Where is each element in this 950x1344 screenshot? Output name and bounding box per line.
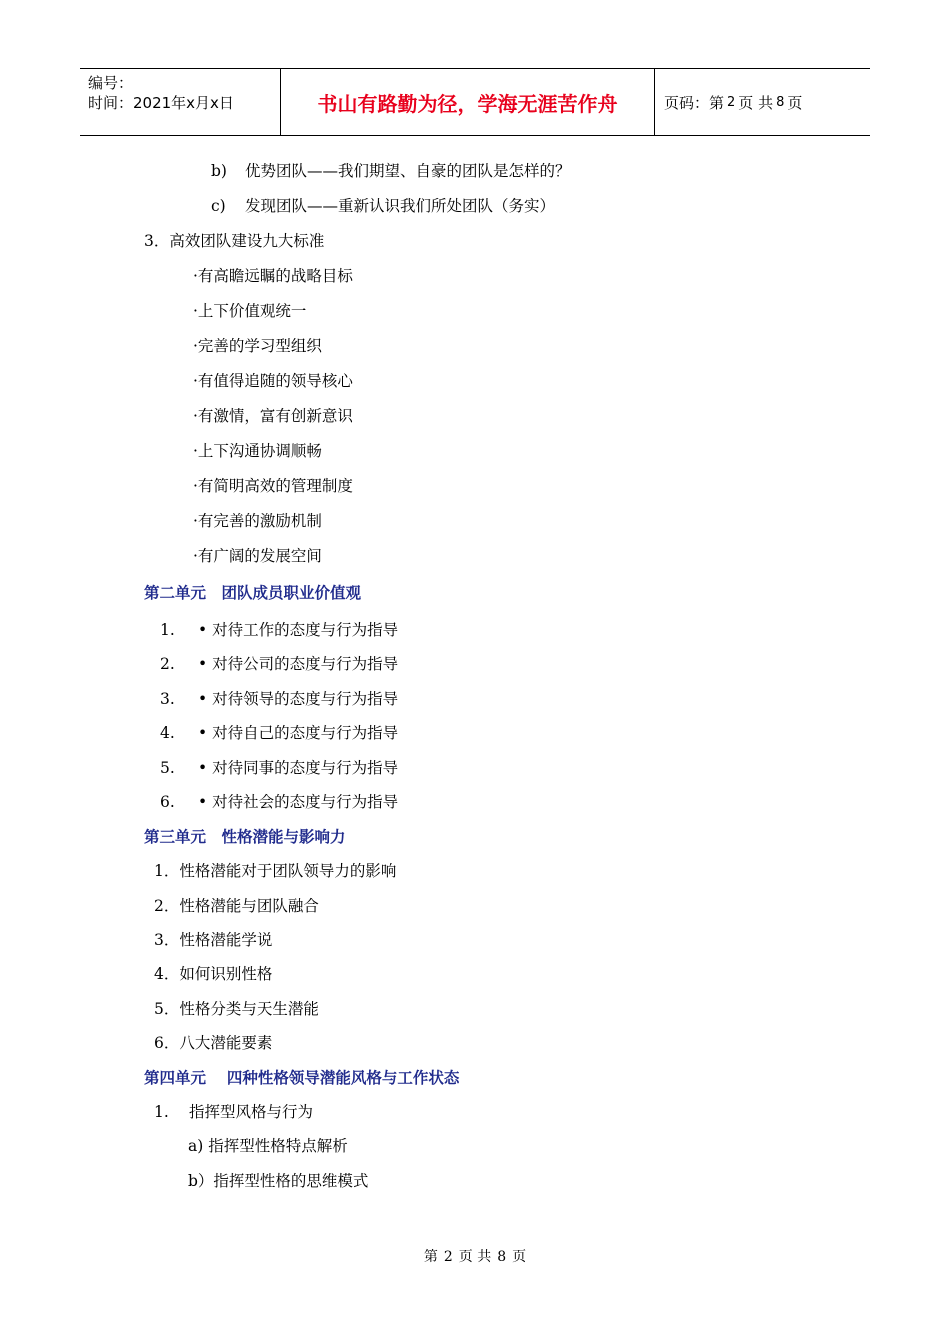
page-current: 2 [727,94,736,110]
standard-item: ·有激情，富有创新意识 [193,407,353,425]
list-item-3: 3．高效团队建设九大标准 [144,232,325,250]
list-number: 4. [160,724,175,742]
footer-current: 2 [443,1249,453,1265]
footer-mid: 页 共 [458,1249,492,1265]
page-mid: 页 共 [738,93,774,112]
unit4-sub-item-a: a) 指挥型性格特点解析 [188,1137,348,1155]
unit2-item [160,723,398,743]
unit3-item: 6．八大潜能要素 [154,1034,273,1052]
standard-item: ·有广阔的发展空间 [193,547,322,565]
list-number: 1. [160,621,175,639]
list-item-text: • 对待社会的态度与行为指导 [198,793,399,811]
time-label: 时间：2021年x月x日 [88,94,234,112]
standard-item: ·有高瞻远瞩的战略目标 [193,267,353,285]
list-item-b [211,161,571,181]
list-item-text: • 对待领导的态度与行为指导 [198,690,399,708]
unit2-item [160,792,398,812]
standard-item: ·完善的学习型组织 [193,337,322,355]
list-marker: c) [211,197,226,215]
list-item-text: • 对待公司的态度与行为指导 [198,655,399,673]
list-item-text: • 对待工作的态度与行为指导 [198,621,399,639]
list-number: 1. [154,1103,169,1121]
list-marker: b) [211,162,227,180]
unit3-item: 5．性格分类与天生潜能 [154,1000,319,1018]
page-suffix: 页 [787,93,803,112]
standard-item: ·上下价值观统一 [193,302,307,320]
unit2-item [160,654,398,674]
page-total: 8 [776,94,785,110]
list-item-text: 指挥型风格与行为 [189,1103,314,1121]
unit3-item: 3．性格潜能学说 [154,931,273,949]
page-footer [0,1246,950,1266]
unit4-sub-item-b: b）指挥型性格的思维模式 [188,1172,369,1190]
standard-item: ·有值得追随的领导核心 [193,372,353,390]
unit4-item-1 [154,1102,313,1122]
unit2-heading: 第二单元 团队成员职业价值观 [144,584,362,602]
unit3-heading: 第三单元 性格潜能与影响力 [144,828,346,846]
list-item-text: • 对待同事的态度与行为指导 [198,759,399,777]
list-number: 3. [160,690,175,708]
list-number: 5. [160,759,175,777]
unit2-item [160,689,398,709]
unit3-item: 4．如何识别性格 [154,965,273,983]
unit4-heading: 第四单元 四种性格领导潜能风格与工作状态 [144,1069,460,1087]
list-item-text: • 对待自己的态度与行为指导 [198,724,399,742]
list-item-c [211,196,555,216]
unit2-item [160,620,398,640]
footer-prefix: 第 [423,1249,438,1265]
standard-item: ·有简明高效的管理制度 [193,477,353,495]
page-prefix: 页码：第 [664,93,725,112]
standard-item: ·有完善的激励机制 [193,512,322,530]
unit3-item: 2．性格潜能与团队融合 [154,897,319,915]
header-page-info [655,69,870,135]
footer-total: 8 [497,1249,507,1265]
number-label: 编号： [88,74,134,92]
unit2-item [160,758,398,778]
list-number: 2. [160,655,175,673]
list-number: 6. [160,793,175,811]
standard-item: ·上下沟通协调顺畅 [193,442,322,460]
list-item-text: 优势团队——我们期望、自豪的团队是怎样的？ [245,162,571,180]
list-item-text: 发现团队——重新认识我们所处团队（务实） [245,197,556,215]
unit3-item: 1．性格潜能对于团队领导力的影响 [154,862,397,880]
header-meta [80,69,281,135]
footer-suffix: 页 [512,1249,527,1265]
page-header [80,68,870,136]
header-motto: 书山有路勤为径，学海无涯苦作舟 [281,69,655,135]
